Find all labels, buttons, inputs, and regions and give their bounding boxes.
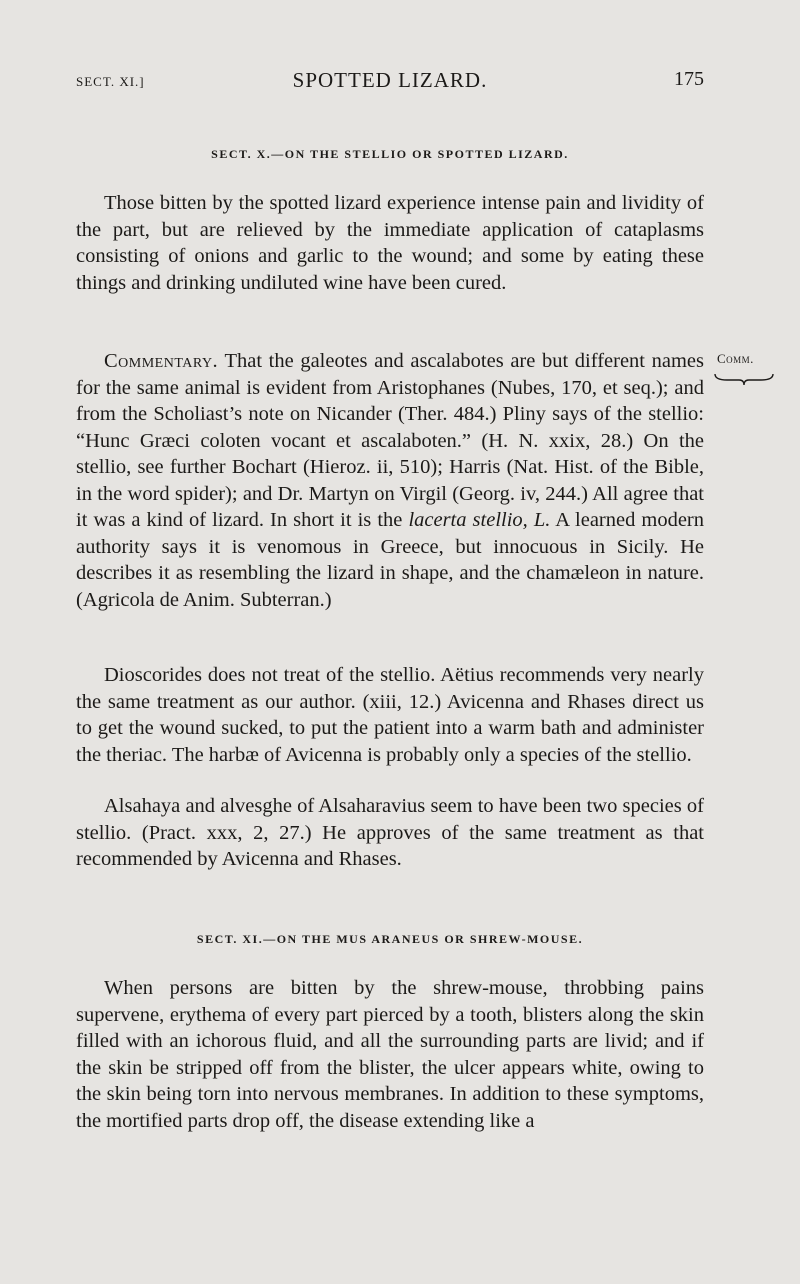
section-xi-paragraph-1: When persons are bitten by the shrew-mouse, throbbing pains supervene, erythema of every part pierced by a tooth, blisters along the skin filled with an ichorous fluid, and all the surrounding parts are livid; and if the skin be stripped off from the blister, the ulcer appears white, owing to the skin being torn into nervous membranes. In addition to these symptoms, the mortified parts drop off, the disease extending like a [76, 977, 704, 1132]
commentary-label: Commentary. [104, 350, 219, 372]
header-section-label: SECT. XI.] [76, 74, 145, 89]
commentary-text-1: That the galeotes and ascalabotes are but different names for the same animal is evident from Aristophanes (Nubes, 170, et seq.); and from the Scholiast’s note on Nicander (Ther. 484.) Pliny says of the stellio: “Hunc Græci coloten vocant et ascalaboten.” (H. N. xxix, 28.) On the stellio, see further Bochart (Hieroz. ii, 510); Harris (Nat. Hist. of the Bible, in the word spider); and Dr. Martyn on Virgil (Georg. iv, 244.) All agree that it was a kind of lizard. In short it is the [76, 350, 704, 531]
section-x-paragraph-3: Dioscorides does not treat of the stellio. Aëtius recommends very nearly the same treatment as our author. (xiii, 12.) Avicenna and Rhases direct us to get the wound sucked, to put the patient into a warm bath and administer the theriac. The harbæ of Avicenna is probably only a species of the stellio. [76, 664, 704, 766]
section-x-title: SECT. X.—ON THE STELLIO OR SPOTTED LIZARD. [211, 147, 569, 161]
page-number: 175 [674, 68, 704, 90]
commentary-text-2: A learned modern authority says it is venomous in Greece, but innocuous in Sicily. He describes it as resembling the lizard in shape, and the chamæleon in nature. (Agricola de Anim. Subterran.) [76, 509, 705, 611]
commentary-italic-term: lacerta stellio, L. [408, 509, 551, 531]
section-xi-title: SECT. XI.—ON THE MUS ARANEUS OR SHREW-MOUSE. [196, 932, 584, 946]
section-x-paragraph-1: Those bitten by the spotted lizard experience intense pain and lividity of the part, but are relieved by the immediate application of cataplasms consisting of onions and garlic to the wound; and some by eating these things and drinking undiluted wine have been cured. [76, 192, 704, 294]
running-header [76, 68, 704, 98]
margin-brace-icon [713, 372, 775, 386]
margin-note-comm: Comm. [717, 351, 754, 366]
header-title: SPOTTED LIZARD. [292, 68, 488, 92]
commentary-paragraph [76, 348, 704, 613]
section-x-paragraph-4: Alsahaya and alvesghe of Alsaharavius seem to have been two species of stellio. (Pract. xxx, 2, 27.) He approves of the same treatment as that recommended by Avicenna and Rhases. [76, 795, 704, 870]
